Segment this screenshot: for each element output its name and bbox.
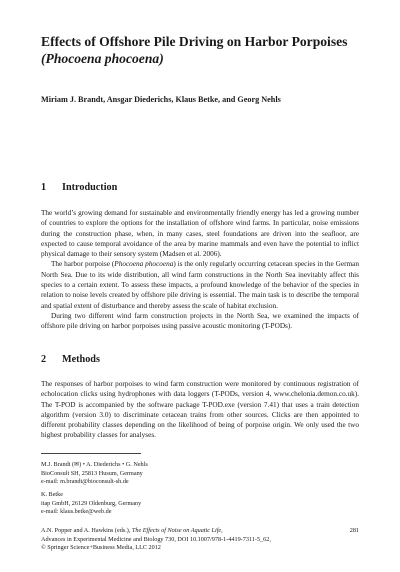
section-heading-methods xyxy=(41,354,100,365)
citation-line-2: Advances in Experimental Medicine and Biology 730, DOI 10.1007/978-1-4419-7311-5_62, xyxy=(41,535,271,543)
citation-line-1: A.N. Popper and A. Hawkins (eds.), The Effects of Noise on Aquatic Life, xyxy=(41,527,223,534)
introduction-paragraph-2: The harbor porpoise (Phocoena phocoena) is the only regularly occurring cetacean species in the German North Sea. Due to its wide distribution, all wind farm constructions in the North Sea inevitably affect this species to a certain extent. To assess these impacts, a profound knowledge of the behavior of the species in relation to noise levels created by offshore pile driving is essential. The main task is to describe the temporal and spatial extent of disturbance and thereby assess the scale of habitat exclusion. xyxy=(41,260,359,310)
affiliation-email: e-mail: klaus.betke@web.de xyxy=(41,508,112,516)
author-list: Miriam J. Brandt, Ansgar Diederichs, Klaus Betke, and Georg Nehls xyxy=(41,95,281,104)
methods-paragraph-1: The responses of harbor porpoises to wind farm construction were monitored by continuous registration of echolocation clicks using hydrophones with data loggers (T-PODs, version 4, www.chelonia.demon.co.uk). The T-POD is accompanied by the software package T-POD.exe (version 7.41) that uses a train detection algorithm (version 3.0) to discriminate cetacean trains from other sources. Clicks are then appointed to different probability classes depending on the likelihood of being of porpoise origin. We only used the two highest probability classes for analyses. xyxy=(41,380,359,440)
section-title: Introduction xyxy=(62,182,118,193)
title-main: Effects of Offshore Pile Driving on Harbor Porpoises xyxy=(41,34,348,49)
paper-title xyxy=(41,34,371,67)
citation-footer xyxy=(41,527,359,553)
affiliation-institution: itap GmbH, 26129 Oldenburg, Germany xyxy=(41,499,142,507)
section-title: Methods xyxy=(62,354,100,365)
footnote-divider xyxy=(41,453,141,454)
affiliation-names: K. Betke xyxy=(41,491,63,498)
affiliation-2 xyxy=(41,491,291,517)
page-number: 281 xyxy=(349,527,359,534)
section-number: 2 xyxy=(41,354,47,365)
affiliation-1 xyxy=(41,461,291,487)
title-species: (Phocoena phocoena) xyxy=(41,50,164,66)
section-heading-introduction xyxy=(41,182,117,193)
methods-body xyxy=(41,379,359,441)
affiliation-email: e-mail: m.brandt@bioconsult-sh.de xyxy=(41,478,129,486)
introduction-body xyxy=(41,208,359,332)
introduction-paragraph-1: The world’s growing demand for sustainable and environmentally friendly energy has led a growing number of countries to explore the options for the installation of offshore wind farms. In particular, noise emissions during the construction phase, when, in many cases, steel foundations are driven into the seafloor, are expected to cause temporal avoidance of the area by marine mammals and even have the potential to inflict physical damage to their sensory system (Madsen et al. 2006). xyxy=(41,209,359,259)
introduction-paragraph-3: During two different wind farm construction projects in the North Sea, we examined the impacts of offshore pile driving on harbor porpoises using passive acoustic monitoring (T-PODs). xyxy=(41,311,359,331)
affiliation-names: M.J. Brandt (✉) • A. Diederichs • G. Nehls xyxy=(41,461,148,468)
citation-line-3: © Springer Science+Business Media, LLC 2012 xyxy=(41,544,161,552)
affiliation-institution: BioConsult SH, 25813 Husum, Germany xyxy=(41,469,143,477)
section-number: 1 xyxy=(41,182,47,193)
